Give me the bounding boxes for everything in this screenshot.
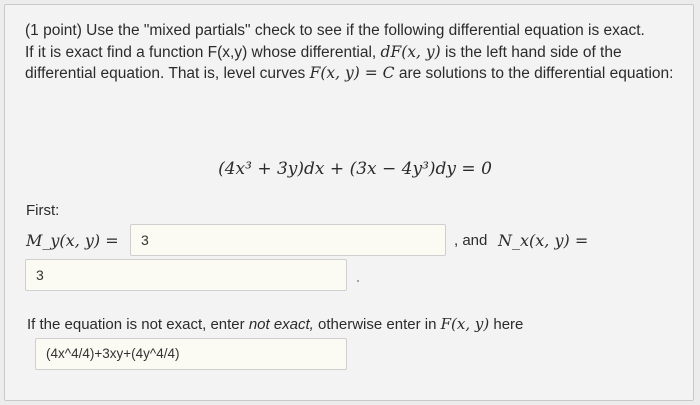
my-label: M_y(x, y) = [26,231,119,250]
intro-text-b: is the left hand side of the differential equation. That is, level curves [25,43,622,82]
separator-dot [357,280,359,282]
intro-line-2 [25,42,685,85]
answer-prompt-math: F(x, y) [440,315,490,333]
answer-prompt-c: here [493,316,524,333]
equation-text: (4x³ + 3y)dx + (3x − 4y³)dy = 0 [218,159,492,179]
intro-text-c: are solutions to the differential equation: [398,65,674,82]
f-answer-input[interactable]: (4x^4/4)+3xy+(4y^4/4) [35,338,347,370]
nx-label: N_x(x, y) = [498,231,589,250]
intro-line-1: (1 point) Use the "mixed partials" check to see if the following differential equation is exact. [25,22,645,39]
problem-panel [4,4,694,401]
intro-math-dF: dF(x, y) [380,42,441,61]
intro-text-a: If it is exact find a function F(x,y) whose differential, [25,43,377,61]
answer-prompt [27,315,523,333]
and-text: , and [454,232,488,249]
my-input[interactable]: 3 [130,224,446,256]
answer-prompt-b: otherwise enter in [318,316,437,333]
problem-intro [25,20,685,85]
intro-math-F: F(x, y) = C [309,64,395,82]
answer-prompt-em: not exact, [248,316,314,333]
differential-equation [5,159,700,179]
nx-input[interactable]: 3 [25,259,347,291]
first-label: First: [26,202,60,219]
answer-prompt-a: If the equation is not exact, enter [27,316,245,333]
